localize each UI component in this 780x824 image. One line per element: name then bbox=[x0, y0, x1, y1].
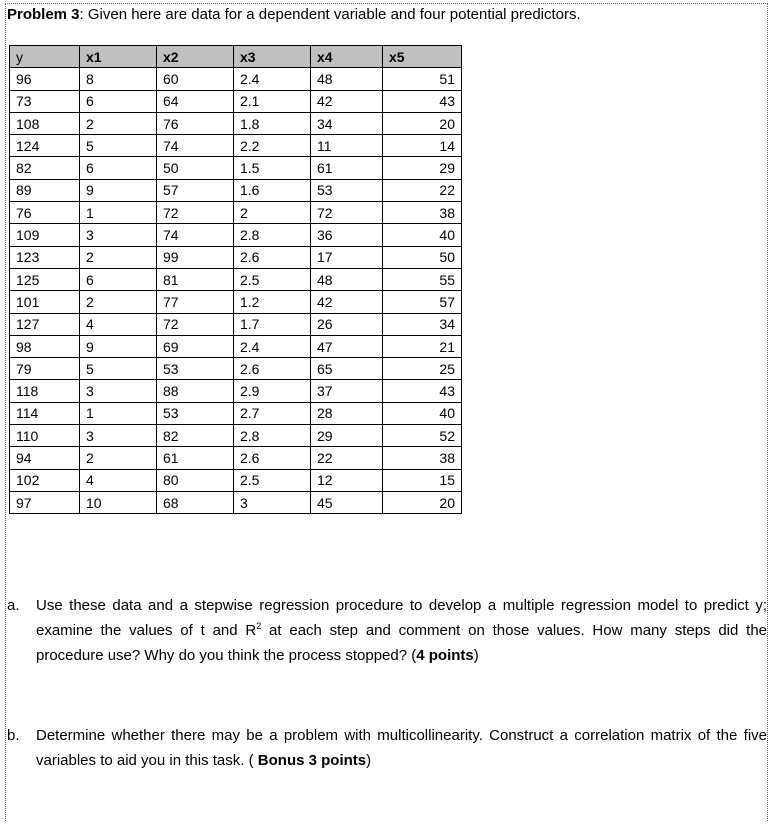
table-cell-x4: 47 bbox=[311, 335, 383, 357]
table-cell-y: 127 bbox=[10, 313, 80, 335]
table-cell-x1: 2 bbox=[80, 112, 157, 134]
table-cell-x1: 6 bbox=[80, 90, 157, 112]
table-cell-x3: 2 bbox=[234, 202, 311, 224]
table-cell-x4: 28 bbox=[311, 402, 383, 424]
table-body bbox=[10, 68, 462, 514]
question-b bbox=[7, 723, 767, 773]
table-cell-x3: 2.8 bbox=[234, 224, 311, 246]
table-cell-x1: 2 bbox=[80, 246, 157, 268]
table-cell-x2: 50 bbox=[157, 157, 234, 179]
table-cell-x5: 15 bbox=[383, 469, 462, 491]
table-row bbox=[10, 447, 462, 469]
table-cell-y: 76 bbox=[10, 202, 80, 224]
question-b-close: ) bbox=[366, 752, 372, 769]
table-cell-y: 109 bbox=[10, 224, 80, 246]
table-cell-x4: 61 bbox=[311, 157, 383, 179]
table-cell-x3: 2.5 bbox=[234, 469, 311, 491]
table-cell-x4: 53 bbox=[311, 179, 383, 201]
question-a-marker: a. bbox=[7, 597, 20, 614]
table-cell-x5: 52 bbox=[383, 425, 462, 447]
table-cell-x1: 6 bbox=[80, 157, 157, 179]
table-cell-x4: 42 bbox=[311, 90, 383, 112]
table-row bbox=[10, 157, 462, 179]
table-cell-x1: 2 bbox=[80, 447, 157, 469]
table-header-row bbox=[10, 46, 462, 68]
table-cell-y: 73 bbox=[10, 90, 80, 112]
table-row bbox=[10, 491, 462, 513]
table-cell-x5: 22 bbox=[383, 179, 462, 201]
table-cell-x2: 99 bbox=[157, 246, 234, 268]
question-a bbox=[7, 593, 767, 668]
table-cell-x5: 50 bbox=[383, 246, 462, 268]
question-a-points: 4 points bbox=[416, 647, 474, 664]
table-cell-y: 102 bbox=[10, 469, 80, 491]
table-cell-x4: 72 bbox=[311, 202, 383, 224]
table-cell-x5: 40 bbox=[383, 224, 462, 246]
table-cell-x5: 51 bbox=[383, 68, 462, 90]
table-cell-x4: 34 bbox=[311, 112, 383, 134]
table-cell-x2: 88 bbox=[157, 380, 234, 402]
table-cell-x3: 2.2 bbox=[234, 135, 311, 157]
table-cell-x3: 2.7 bbox=[234, 402, 311, 424]
table-cell-x3: 2.6 bbox=[234, 246, 311, 268]
table-cell-x5: 14 bbox=[383, 135, 462, 157]
table-cell-x3: 1.5 bbox=[234, 157, 311, 179]
table-cell-x5: 55 bbox=[383, 268, 462, 290]
table-cell-y: 79 bbox=[10, 358, 80, 380]
table-cell-x3: 2.4 bbox=[234, 68, 311, 90]
table-cell-x2: 60 bbox=[157, 68, 234, 90]
table-row bbox=[10, 425, 462, 447]
table-cell-x4: 65 bbox=[311, 358, 383, 380]
table-cell-x4: 29 bbox=[311, 425, 383, 447]
table-row bbox=[10, 246, 462, 268]
table-cell-y: 110 bbox=[10, 425, 80, 447]
table-cell-x3: 2.9 bbox=[234, 380, 311, 402]
table-cell-y: 108 bbox=[10, 112, 80, 134]
header-x4: x4 bbox=[311, 46, 383, 68]
problem-title bbox=[7, 6, 581, 23]
table-cell-x1: 4 bbox=[80, 469, 157, 491]
table-cell-x2: 61 bbox=[157, 447, 234, 469]
table-cell-x3: 2.4 bbox=[234, 335, 311, 357]
table-cell-x2: 53 bbox=[157, 402, 234, 424]
table-row bbox=[10, 313, 462, 335]
table-cell-x4: 42 bbox=[311, 291, 383, 313]
table-cell-x2: 76 bbox=[157, 112, 234, 134]
table-cell-x5: 29 bbox=[383, 157, 462, 179]
question-b-points: Bonus 3 points bbox=[257, 752, 367, 769]
table-row bbox=[10, 380, 462, 402]
table-row bbox=[10, 335, 462, 357]
table-row bbox=[10, 469, 462, 491]
table-cell-x3: 2.6 bbox=[234, 447, 311, 469]
table-cell-x1: 9 bbox=[80, 179, 157, 201]
table-cell-y: 98 bbox=[10, 335, 80, 357]
table-row bbox=[10, 68, 462, 90]
question-b-marker: b. bbox=[7, 727, 20, 744]
table-cell-y: 97 bbox=[10, 491, 80, 513]
table-cell-x2: 53 bbox=[157, 358, 234, 380]
table-cell-x1: 1 bbox=[80, 202, 157, 224]
table-cell-y: 89 bbox=[10, 179, 80, 201]
table-cell-x1: 3 bbox=[80, 425, 157, 447]
table-row bbox=[10, 224, 462, 246]
question-b-text-part1: Determine whether there may be a problem with multicollinearity. Construct a correlation matrix of the five variables to aid you in this task. ( bbox=[36, 727, 767, 769]
table-cell-x4: 37 bbox=[311, 380, 383, 402]
data-table bbox=[9, 45, 462, 514]
table-cell-x2: 64 bbox=[157, 90, 234, 112]
table-cell-x3: 1.7 bbox=[234, 313, 311, 335]
table-cell-y: 114 bbox=[10, 402, 80, 424]
table-cell-x2: 81 bbox=[157, 268, 234, 290]
header-x1: x1 bbox=[80, 46, 157, 68]
table-cell-y: 123 bbox=[10, 246, 80, 268]
table-cell-x1: 4 bbox=[80, 313, 157, 335]
table-cell-x3: 1.6 bbox=[234, 179, 311, 201]
table-cell-x1: 3 bbox=[80, 224, 157, 246]
table-row bbox=[10, 402, 462, 424]
table-cell-y: 82 bbox=[10, 157, 80, 179]
question-a-text-part1: Use these data and a stepwise regression procedure to develop a multiple regression model to predict y; examine the values of t and R bbox=[36, 597, 767, 639]
table-cell-x2: 72 bbox=[157, 202, 234, 224]
table-row bbox=[10, 202, 462, 224]
table-cell-x1: 9 bbox=[80, 335, 157, 357]
table-cell-x2: 68 bbox=[157, 491, 234, 513]
table-cell-x5: 34 bbox=[383, 313, 462, 335]
table-cell-y: 101 bbox=[10, 291, 80, 313]
table-cell-x2: 72 bbox=[157, 313, 234, 335]
table-cell-x5: 40 bbox=[383, 402, 462, 424]
table-cell-x5: 21 bbox=[383, 335, 462, 357]
header-x5: x5 bbox=[383, 46, 462, 68]
table-cell-x5: 43 bbox=[383, 380, 462, 402]
table-cell-x2: 77 bbox=[157, 291, 234, 313]
table-cell-x2: 74 bbox=[157, 224, 234, 246]
problem-intro: : Given here are data for a dependent variable and four potential predictors. bbox=[79, 6, 581, 23]
table-cell-x1: 10 bbox=[80, 491, 157, 513]
question-a-text-part2: at each step and comment on those values. How many steps did the procedure use? Why do you think the process stopped? ( bbox=[36, 622, 768, 664]
table-cell-x2: 82 bbox=[157, 425, 234, 447]
table-cell-x3: 1.8 bbox=[234, 112, 311, 134]
table-cell-x5: 43 bbox=[383, 90, 462, 112]
table-cell-x4: 17 bbox=[311, 246, 383, 268]
table-cell-x2: 57 bbox=[157, 179, 234, 201]
table-cell-x3: 1.2 bbox=[234, 291, 311, 313]
table-cell-x5: 20 bbox=[383, 491, 462, 513]
table-cell-x1: 5 bbox=[80, 135, 157, 157]
table-cell-x3: 2.1 bbox=[234, 90, 311, 112]
table-cell-x1: 6 bbox=[80, 268, 157, 290]
table-row bbox=[10, 179, 462, 201]
table-cell-x3: 2.5 bbox=[234, 268, 311, 290]
table-cell-x1: 8 bbox=[80, 68, 157, 90]
table-cell-y: 94 bbox=[10, 447, 80, 469]
table-row bbox=[10, 135, 462, 157]
table-cell-x5: 25 bbox=[383, 358, 462, 380]
table-cell-x4: 36 bbox=[311, 224, 383, 246]
table-cell-x4: 45 bbox=[311, 491, 383, 513]
header-x2: x2 bbox=[157, 46, 234, 68]
table-cell-y: 118 bbox=[10, 380, 80, 402]
problem-label: Problem 3 bbox=[7, 6, 80, 23]
table-cell-x5: 20 bbox=[383, 112, 462, 134]
table-cell-x2: 80 bbox=[157, 469, 234, 491]
table-cell-x3: 2.8 bbox=[234, 425, 311, 447]
r-squared-superscript: 2 bbox=[256, 621, 262, 631]
table-cell-x5: 38 bbox=[383, 202, 462, 224]
table-cell-x2: 69 bbox=[157, 335, 234, 357]
question-a-close: ) bbox=[473, 647, 479, 664]
table-cell-x1: 5 bbox=[80, 358, 157, 380]
table-cell-x3: 3 bbox=[234, 491, 311, 513]
table-cell-y: 125 bbox=[10, 268, 80, 290]
table-cell-y: 96 bbox=[10, 68, 80, 90]
table-cell-x5: 57 bbox=[383, 291, 462, 313]
table-cell-x1: 1 bbox=[80, 402, 157, 424]
table-row bbox=[10, 268, 462, 290]
question-b-text bbox=[36, 723, 767, 773]
table-cell-x4: 26 bbox=[311, 313, 383, 335]
table-cell-x4: 12 bbox=[311, 469, 383, 491]
table-cell-x4: 48 bbox=[311, 68, 383, 90]
table-row bbox=[10, 90, 462, 112]
header-y: y bbox=[10, 46, 80, 68]
table-cell-x3: 2.6 bbox=[234, 358, 311, 380]
table-row bbox=[10, 291, 462, 313]
table-cell-x4: 11 bbox=[311, 135, 383, 157]
table-cell-x1: 3 bbox=[80, 380, 157, 402]
table-cell-x4: 48 bbox=[311, 268, 383, 290]
table-row bbox=[10, 358, 462, 380]
table-cell-x4: 22 bbox=[311, 447, 383, 469]
table-cell-x5: 38 bbox=[383, 447, 462, 469]
table-cell-x2: 74 bbox=[157, 135, 234, 157]
table-row bbox=[10, 112, 462, 134]
header-x3: x3 bbox=[234, 46, 311, 68]
question-a-text bbox=[36, 593, 767, 668]
table-cell-x1: 2 bbox=[80, 291, 157, 313]
table-cell-y: 124 bbox=[10, 135, 80, 157]
